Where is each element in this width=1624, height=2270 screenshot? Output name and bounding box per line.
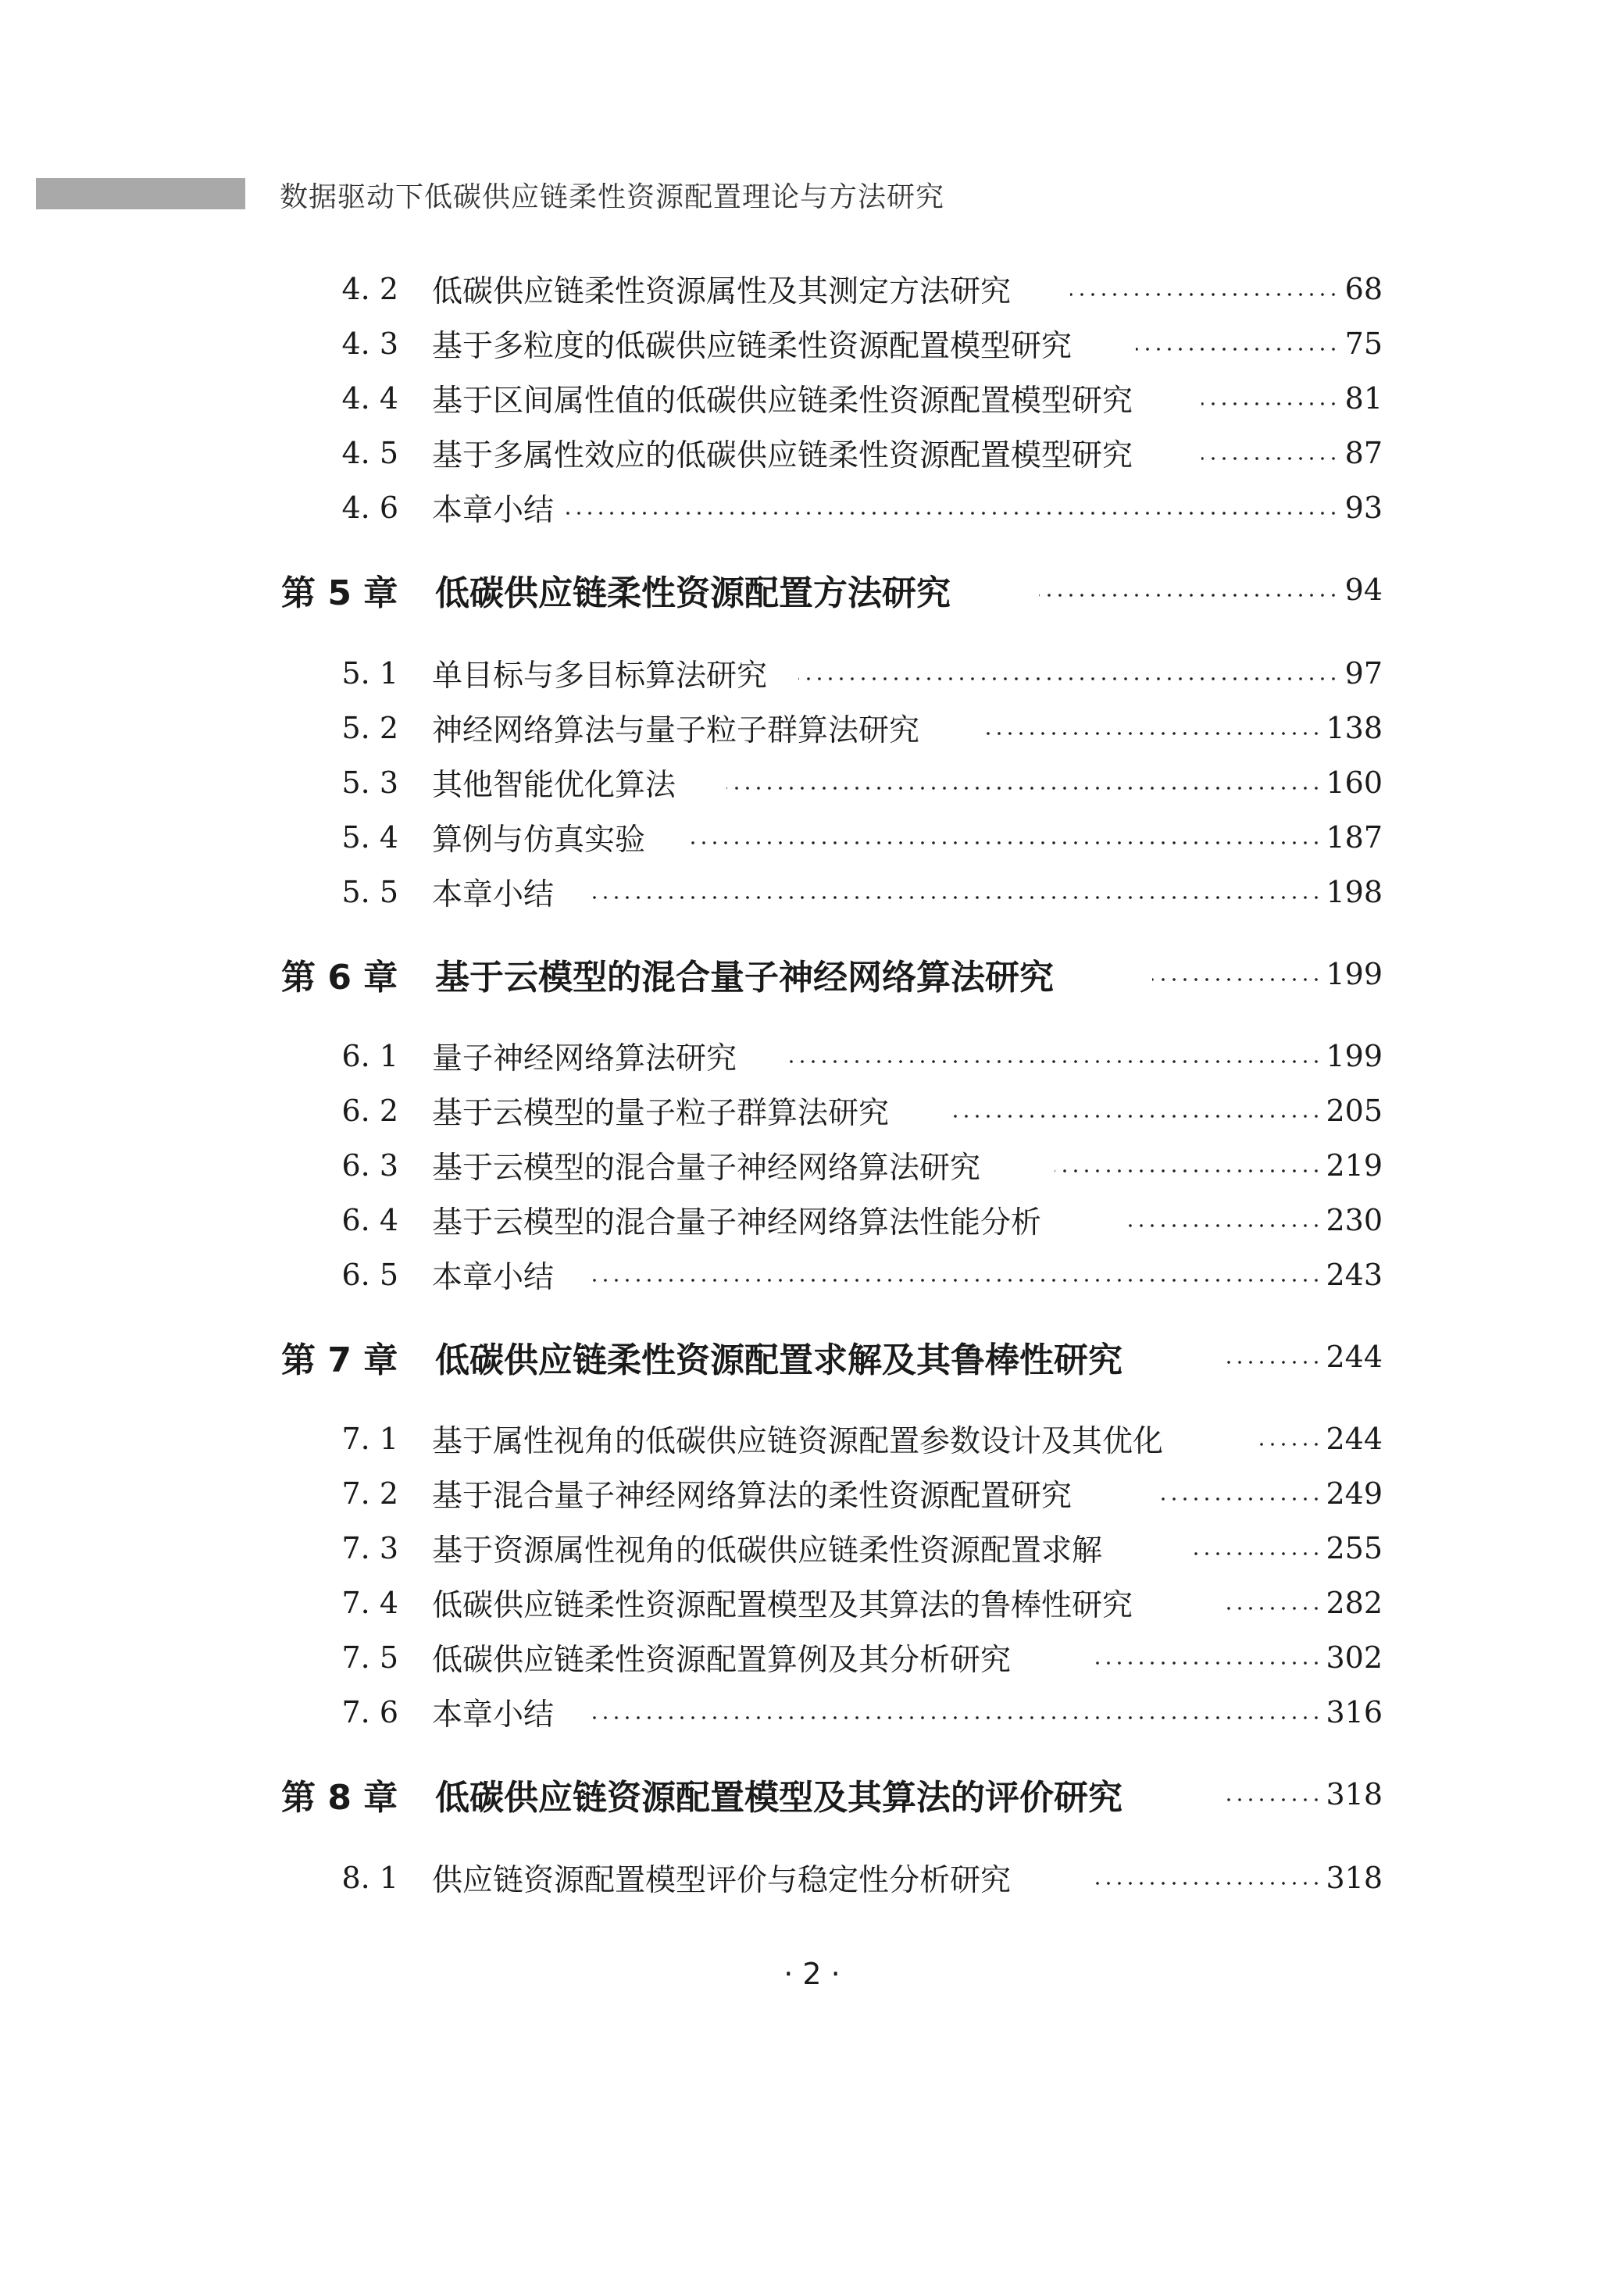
toc-chapter[interactable] xyxy=(0,566,1624,613)
toc-entry-page: 318 xyxy=(1326,1861,1383,1895)
toc-entry-number: 8. 1 xyxy=(341,1861,398,1895)
toc-entry-title: 本章小结 xyxy=(432,877,555,912)
toc-entry-title: 基于多属性效应的低碳供应链柔性资源配置模型研究 xyxy=(432,438,1133,473)
toc-entry-page: 93 xyxy=(1344,491,1383,525)
leader-dots xyxy=(798,676,1339,681)
toc-entry-page: 230 xyxy=(1326,1203,1383,1237)
chapter-title: 基于云模型的混合量子神经网络算法研究 xyxy=(435,958,1054,998)
toc-entry-page: 198 xyxy=(1326,875,1383,909)
toc-entry-number: 6. 1 xyxy=(341,1039,398,1073)
chapter-title: 低碳供应链柔性资源配置方法研究 xyxy=(435,573,951,613)
toc-entry-page: 249 xyxy=(1326,1476,1383,1511)
toc-chapter[interactable] xyxy=(0,1333,1624,1380)
leader-dots xyxy=(726,786,1322,791)
toc-entry-number: 6. 2 xyxy=(341,1094,398,1128)
toc-entry[interactable] xyxy=(0,375,1624,422)
toc-entry[interactable] xyxy=(0,266,1624,312)
chapter-number: 第 6 章 xyxy=(281,958,398,998)
toc-entry-number: 7. 6 xyxy=(341,1695,398,1729)
toc-entry-page: 282 xyxy=(1326,1586,1383,1620)
toc-entry-title: 基于多粒度的低碳供应链柔性资源配置模型研究 xyxy=(432,329,1073,364)
leader-dots xyxy=(586,1278,1322,1283)
toc-entry-page: 199 xyxy=(1326,1039,1383,1073)
chapter-title: 低碳供应链资源配置模型及其算法的评价研究 xyxy=(435,1778,1123,1818)
toc-entry[interactable] xyxy=(0,430,1624,476)
toc-entry-page: 205 xyxy=(1326,1094,1383,1128)
toc-entry-page: 255 xyxy=(1326,1531,1383,1565)
leader-dots xyxy=(1090,1881,1322,1886)
toc-entry-title: 算例与仿真实验 xyxy=(432,823,646,858)
toc-entry-title: 基于资源属性视角的低碳供应链柔性资源配置求解 xyxy=(432,1533,1103,1569)
chapter-page: 244 xyxy=(1326,1340,1383,1374)
leader-dots xyxy=(1055,1169,1322,1173)
toc-entry[interactable] xyxy=(0,320,1624,367)
chapter-number: 第 5 章 xyxy=(281,573,398,613)
toc-entry[interactable] xyxy=(0,1854,1624,1901)
toc-entry-title: 基于混合量子神经网络算法的柔性资源配置研究 xyxy=(432,1479,1073,1514)
toc-entry[interactable] xyxy=(0,1579,1624,1626)
leader-dots xyxy=(789,1059,1322,1064)
toc-entry-title: 低碳供应链柔性资源属性及其测定方法研究 xyxy=(432,274,1012,309)
toc-entry-page: 219 xyxy=(1326,1148,1383,1183)
page-number: · 2 · xyxy=(783,1957,841,1991)
leader-dots xyxy=(687,841,1322,845)
toc-entry[interactable] xyxy=(0,484,1624,531)
toc-entry-title: 本章小结 xyxy=(432,1260,555,1295)
toc-entry-number: 4. 2 xyxy=(341,272,398,306)
toc-entry[interactable] xyxy=(0,650,1624,697)
toc-entry-page: 87 xyxy=(1344,436,1383,470)
toc-entry[interactable] xyxy=(0,1033,1624,1080)
leader-dots xyxy=(562,511,1339,516)
toc-chapter[interactable] xyxy=(0,951,1624,998)
toc-entry-number: 5. 2 xyxy=(341,711,398,745)
toc-entry-title: 基于云模型的量子粒子群算法研究 xyxy=(432,1096,890,1131)
toc-entry-title: 低碳供应链柔性资源配置算例及其分析研究 xyxy=(432,1643,1012,1678)
leader-dots xyxy=(986,731,1322,736)
book-title: 数据驱动下低碳供应链柔性资源配置理论与方法研究 xyxy=(280,181,945,213)
toc-entry-page: 81 xyxy=(1344,381,1383,416)
toc-entry-number: 7. 1 xyxy=(341,1422,398,1456)
toc-entry-number: 6. 4 xyxy=(341,1203,398,1237)
toc-entry-page: 160 xyxy=(1326,766,1383,800)
toc-entry-page: 138 xyxy=(1326,711,1383,745)
running-header xyxy=(0,172,1624,219)
toc-entry-title: 本章小结 xyxy=(432,1697,555,1733)
toc-entry[interactable] xyxy=(0,759,1624,806)
toc-entry[interactable] xyxy=(0,1197,1624,1244)
chapter-page: 199 xyxy=(1326,957,1383,991)
leader-dots xyxy=(1090,1661,1322,1665)
toc-entry-title: 低碳供应链柔性资源配置模型及其算法的鲁棒性研究 xyxy=(432,1588,1133,1623)
toc-entry-page: 68 xyxy=(1344,272,1383,306)
toc-entry[interactable] xyxy=(0,869,1624,915)
toc-entry-page: 302 xyxy=(1326,1640,1383,1675)
leader-dots xyxy=(1039,593,1339,598)
header-bar xyxy=(36,178,245,209)
toc-entry-number: 7. 3 xyxy=(341,1531,398,1565)
toc-entry[interactable] xyxy=(0,814,1624,861)
toc-chapter[interactable] xyxy=(0,1771,1624,1818)
toc-entry-title: 量子神经网络算法研究 xyxy=(432,1041,737,1076)
toc-entry-number: 7. 4 xyxy=(341,1586,398,1620)
leader-dots xyxy=(1121,1223,1322,1228)
toc-entry-number: 4. 3 xyxy=(341,327,398,361)
leader-dots xyxy=(586,895,1322,900)
chapter-title: 低碳供应链柔性资源配置求解及其鲁棒性研究 xyxy=(435,1340,1123,1380)
toc-entry-page: 316 xyxy=(1326,1695,1383,1729)
toc-entry-page: 187 xyxy=(1326,820,1383,855)
toc-entry-title: 其他智能优化算法 xyxy=(432,768,676,803)
toc-entry-title: 供应链资源配置模型评价与稳定性分析研究 xyxy=(432,1863,1012,1898)
chapter-number: 第 7 章 xyxy=(281,1340,398,1380)
toc-entry-number: 5. 3 xyxy=(341,766,398,800)
toc-entry-title: 本章小结 xyxy=(432,493,555,528)
toc-entry-title: 单目标与多目标算法研究 xyxy=(432,659,768,694)
toc-entry[interactable] xyxy=(0,1525,1624,1572)
toc-entry-title: 基于云模型的混合量子神经网络算法性能分析 xyxy=(432,1205,1042,1240)
toc-entry-title: 基于属性视角的低碳供应链资源配置参数设计及其优化 xyxy=(432,1424,1164,1459)
toc-entry[interactable] xyxy=(0,1634,1624,1681)
toc-entry-page: 243 xyxy=(1326,1258,1383,1292)
toc-entry-number: 5. 5 xyxy=(341,875,398,909)
chapter-page: 94 xyxy=(1344,573,1383,607)
toc-entry-page: 244 xyxy=(1326,1422,1383,1456)
toc-entry-number: 6. 5 xyxy=(341,1258,398,1292)
toc-entry-number: 7. 2 xyxy=(341,1476,398,1511)
toc-entry-number: 5. 1 xyxy=(341,656,398,691)
toc-entry-title: 基于区间属性值的低碳供应链柔性资源配置模型研究 xyxy=(432,384,1133,419)
toc-entry-page: 75 xyxy=(1344,327,1383,361)
leader-dots xyxy=(953,1114,1322,1119)
toc-entry[interactable] xyxy=(0,1087,1624,1134)
toc-entry[interactable] xyxy=(0,1251,1624,1298)
toc-entry-number: 4. 5 xyxy=(341,436,398,470)
toc-entry[interactable] xyxy=(0,1470,1624,1517)
toc-entry-page: 97 xyxy=(1344,656,1383,691)
toc-entry-title: 基于云模型的混合量子神经网络算法研究 xyxy=(432,1151,981,1186)
chapter-number: 第 8 章 xyxy=(281,1778,398,1818)
toc-entry-title: 神经网络算法与量子粒子群算法研究 xyxy=(432,713,920,748)
toc-entry[interactable] xyxy=(0,1689,1624,1736)
toc-entry-number: 5. 4 xyxy=(341,820,398,855)
toc-entry-number: 4. 4 xyxy=(341,381,398,416)
chapter-page: 318 xyxy=(1326,1777,1383,1811)
toc-entry[interactable] xyxy=(0,705,1624,751)
leader-dots xyxy=(586,1715,1322,1720)
toc-entry[interactable] xyxy=(0,1142,1624,1189)
toc-entry-number: 7. 5 xyxy=(341,1640,398,1675)
toc-entry-number: 6. 3 xyxy=(341,1148,398,1183)
toc-entry[interactable] xyxy=(0,1415,1624,1462)
toc-entry-number: 4. 6 xyxy=(341,491,398,525)
